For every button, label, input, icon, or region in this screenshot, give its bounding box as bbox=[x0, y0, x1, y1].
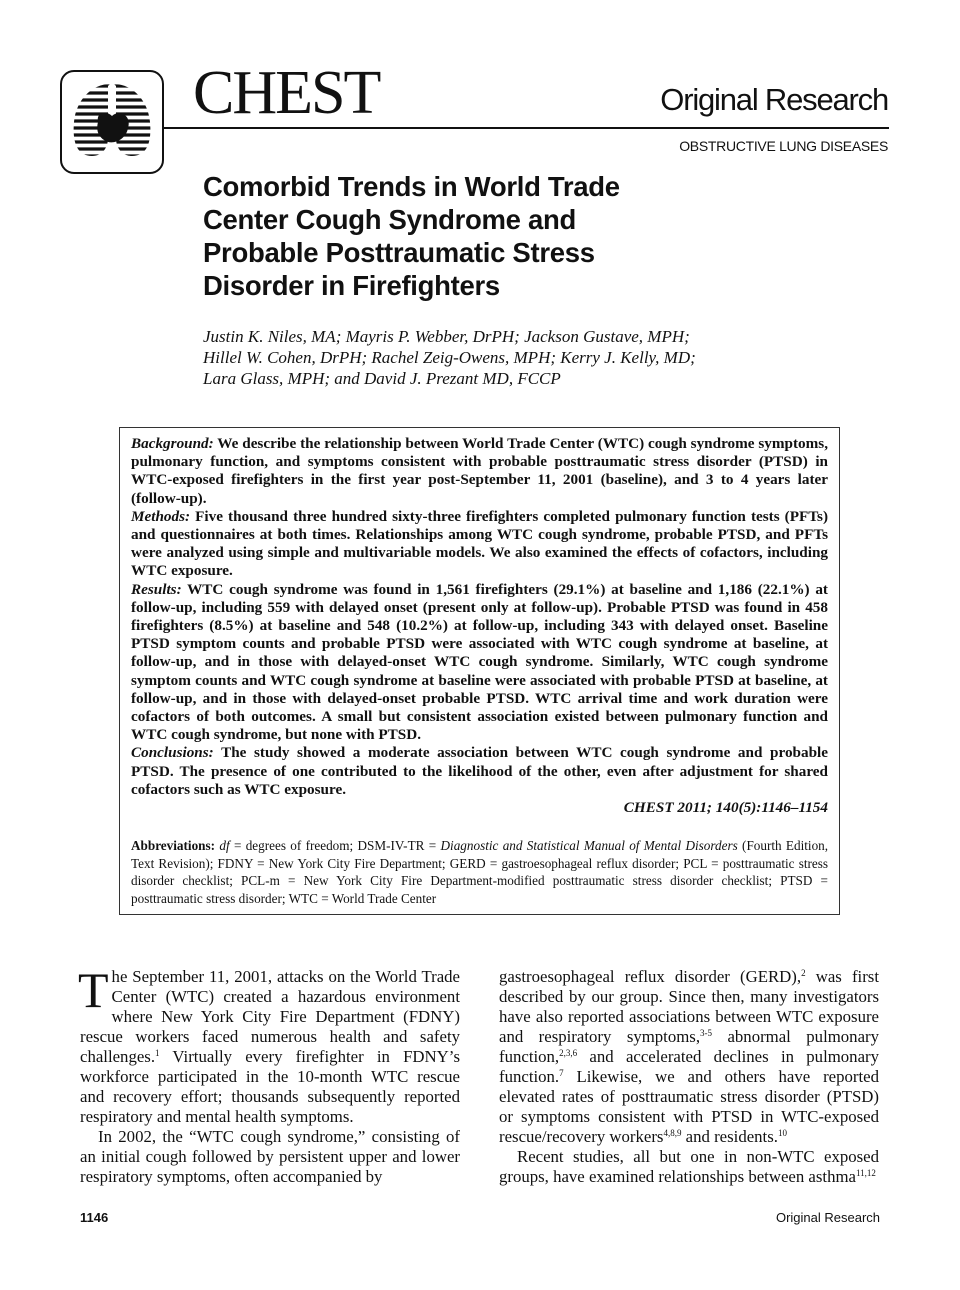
abstract-heading: Results: bbox=[131, 580, 182, 598]
reference[interactable]: 2 bbox=[801, 968, 806, 978]
journal-logo bbox=[60, 70, 164, 174]
abstract-results bbox=[131, 581, 828, 745]
abstract-heading: Methods: bbox=[131, 507, 191, 525]
author-line: Lara Glass, MPH; and David J. Prezant MD, FCCP bbox=[203, 369, 561, 388]
reference[interactable]: 4,8,9 bbox=[663, 1128, 682, 1138]
body-paragraph bbox=[499, 967, 879, 1147]
reference[interactable]: 11,12 bbox=[855, 1168, 876, 1178]
abstract-text: The study showed a moderate association between WTC cough syndrome and probable PTSD. The presence of one contributed to the likelihood of the other, even after adjustment for shared cofactors such as WTC exposure. bbox=[131, 744, 828, 798]
body-text: he September 11, 2001, attacks on the World Trade Center (WTC) created a hazardous environment where New York City Fire Department (FDNY) rescue workers faced numerous health and safety challenges. bbox=[80, 967, 460, 1066]
abbrev-text: (Fourth Edition, Text Revision); FDNY = New York City Fire Department; GERD = gastroesophageal reflux disorder; PCL = posttraumatic stress disorder checklist; PCL-m = New York City Fire Department-modified posttraumatic stress disorder checklist; PTSD = posttraumatic stress disorder; WTC = World Trade Center bbox=[131, 838, 829, 906]
title-line: Probable Posttraumatic Stress bbox=[203, 237, 595, 268]
body-paragraph bbox=[499, 1147, 879, 1187]
footer-label: Original Research bbox=[775, 1210, 880, 1225]
body-text: was first described by our group. Since then, many investigators have also reported associations between WTC exposure and respiratory symptoms, bbox=[499, 967, 879, 1046]
body-text: In 2002, the “WTC cough syndrome,” consisting of an initial cough followed by persistent upper and lower respiratory symptoms, often accompanied by bbox=[80, 1127, 460, 1186]
body-column-right bbox=[499, 967, 879, 1187]
page-number: 1146 bbox=[80, 1210, 109, 1225]
title-line: Disorder in Firefighters bbox=[203, 270, 500, 301]
body-column-left bbox=[78, 962, 460, 1187]
citation-line bbox=[131, 799, 828, 817]
title-line: Center Cough Syndrome and bbox=[203, 204, 576, 235]
body-paragraph bbox=[78, 962, 460, 1127]
abstract-text: We describe the relationship between World Trade Center (WTC) cough syndrome symptoms, pulmonary function, and symptoms consistent with probable posttraumatic stress disorder (PTSD) in WTC-exposed firefighters in the first year post-September 11, 2001 (baseline), and 3 to 4 years later (follow-up). bbox=[131, 435, 828, 507]
body-text: Virtually every firefighter in FDNY’s workforce participated in the 10-month WTC rescue and recovery effort; thousands subsequently reported respiratory and mental health symptoms. bbox=[80, 1047, 460, 1126]
abstract bbox=[131, 435, 828, 817]
topic-label: OBSTRUCTIVE LUNG DISEASES bbox=[679, 138, 888, 154]
body-paragraph bbox=[80, 1127, 460, 1187]
reference[interactable]: 2,3,6 bbox=[559, 1048, 578, 1058]
reference[interactable]: 1 bbox=[155, 1048, 160, 1058]
body-text: gastroesophageal reflux disorder (GERD), bbox=[499, 967, 802, 986]
section-label: Original Research bbox=[660, 82, 888, 117]
body-text: Likewise, we and others have reported elevated rates of posttraumatic stress disorder (PTSD) or symptoms consistent with PTSD in WTC-exposed rescue/recovery workers bbox=[499, 1067, 879, 1146]
abstract-text: WTC cough syndrome was found in 1,561 firefighters (29.1%) at baseline and 1,186 (22.1%) at follow-up, including 559 with delayed onset (present only at follow-up). Probable PTSD was found in 458 firefighters (8.5%) at baseline and 548 (10.2%) at follow-up, including 343 with delayed onset. Baseline PTSD symptom counts and probable PTSD were associated with WTC cough syndrome at baseline, at follow-up, and in those with delayed-onset WTC cough syndrome. Similarly, WTC cough syndrome symptom counts and WTC cough syndrome at baseline were associated with probable PTSD at baseline, at follow-up, and in those with delayed-onset probable PTSD. WTC arrival time and work duration were cofactors of both outcomes. A small but consistent association existed between pulmonary function and WTC cough syndrome, but none with PTSD. bbox=[131, 580, 828, 744]
author-list bbox=[203, 326, 763, 389]
abbrev-title: Diagnostic and Statistical Manual of Mental Disorders bbox=[440, 838, 738, 853]
abbreviations bbox=[131, 837, 828, 907]
body-text: and accelerated declines in pulmonary function. bbox=[499, 1047, 879, 1086]
journal-title: CHEST bbox=[193, 59, 380, 127]
abstract-methods bbox=[131, 508, 828, 581]
abstract-text: Five thousand three hundred sixty-three firefighters completed pulmonary function tests (PFTs) and questionnaires at both times. Relationships among WTC cough syndrome, probable PTSD, and PFTs were analyzed using simple and multivariable models. We also examined the effects of cofactors, including WTC exposure. bbox=[131, 507, 828, 580]
abstract-heading: Background: bbox=[131, 435, 214, 452]
article-title bbox=[203, 170, 763, 302]
header-rule bbox=[162, 127, 889, 129]
lung-logo-icon bbox=[62, 72, 162, 172]
abstract-conclusions bbox=[131, 744, 828, 799]
body-text: abnormal pulmonary function, bbox=[499, 1027, 879, 1066]
abbrev-term: df bbox=[219, 838, 230, 853]
reference[interactable]: 7 bbox=[559, 1068, 564, 1078]
author-line: Justin K. Niles, MA; Mayris P. Webber, DrPH; Jackson Gustave, MPH; bbox=[203, 327, 690, 346]
author-line: Hillel W. Cohen, DrPH; Rachel Zeig-Owens, MPH; Kerry J. Kelly, MD; bbox=[203, 348, 696, 367]
abstract-background bbox=[131, 435, 828, 508]
body-text: Recent studies, all but one in non-WTC exposed groups, have examined relationships between asthma bbox=[499, 1147, 879, 1186]
reference[interactable]: 3-5 bbox=[700, 1028, 713, 1038]
abbrev-text: = degrees of freedom; DSM-IV-TR = bbox=[233, 838, 437, 853]
abstract-heading: Conclusions: bbox=[131, 744, 214, 762]
abbreviations-heading: Abbreviations: bbox=[131, 838, 216, 853]
title-line: Comorbid Trends in World Trade bbox=[203, 171, 620, 202]
citation: CHEST 2011; 140(5):1146–1154 bbox=[623, 799, 828, 817]
body-text: and residents. bbox=[681, 1127, 778, 1146]
reference[interactable]: 10 bbox=[777, 1128, 787, 1138]
drop-cap: T bbox=[78, 962, 109, 1018]
